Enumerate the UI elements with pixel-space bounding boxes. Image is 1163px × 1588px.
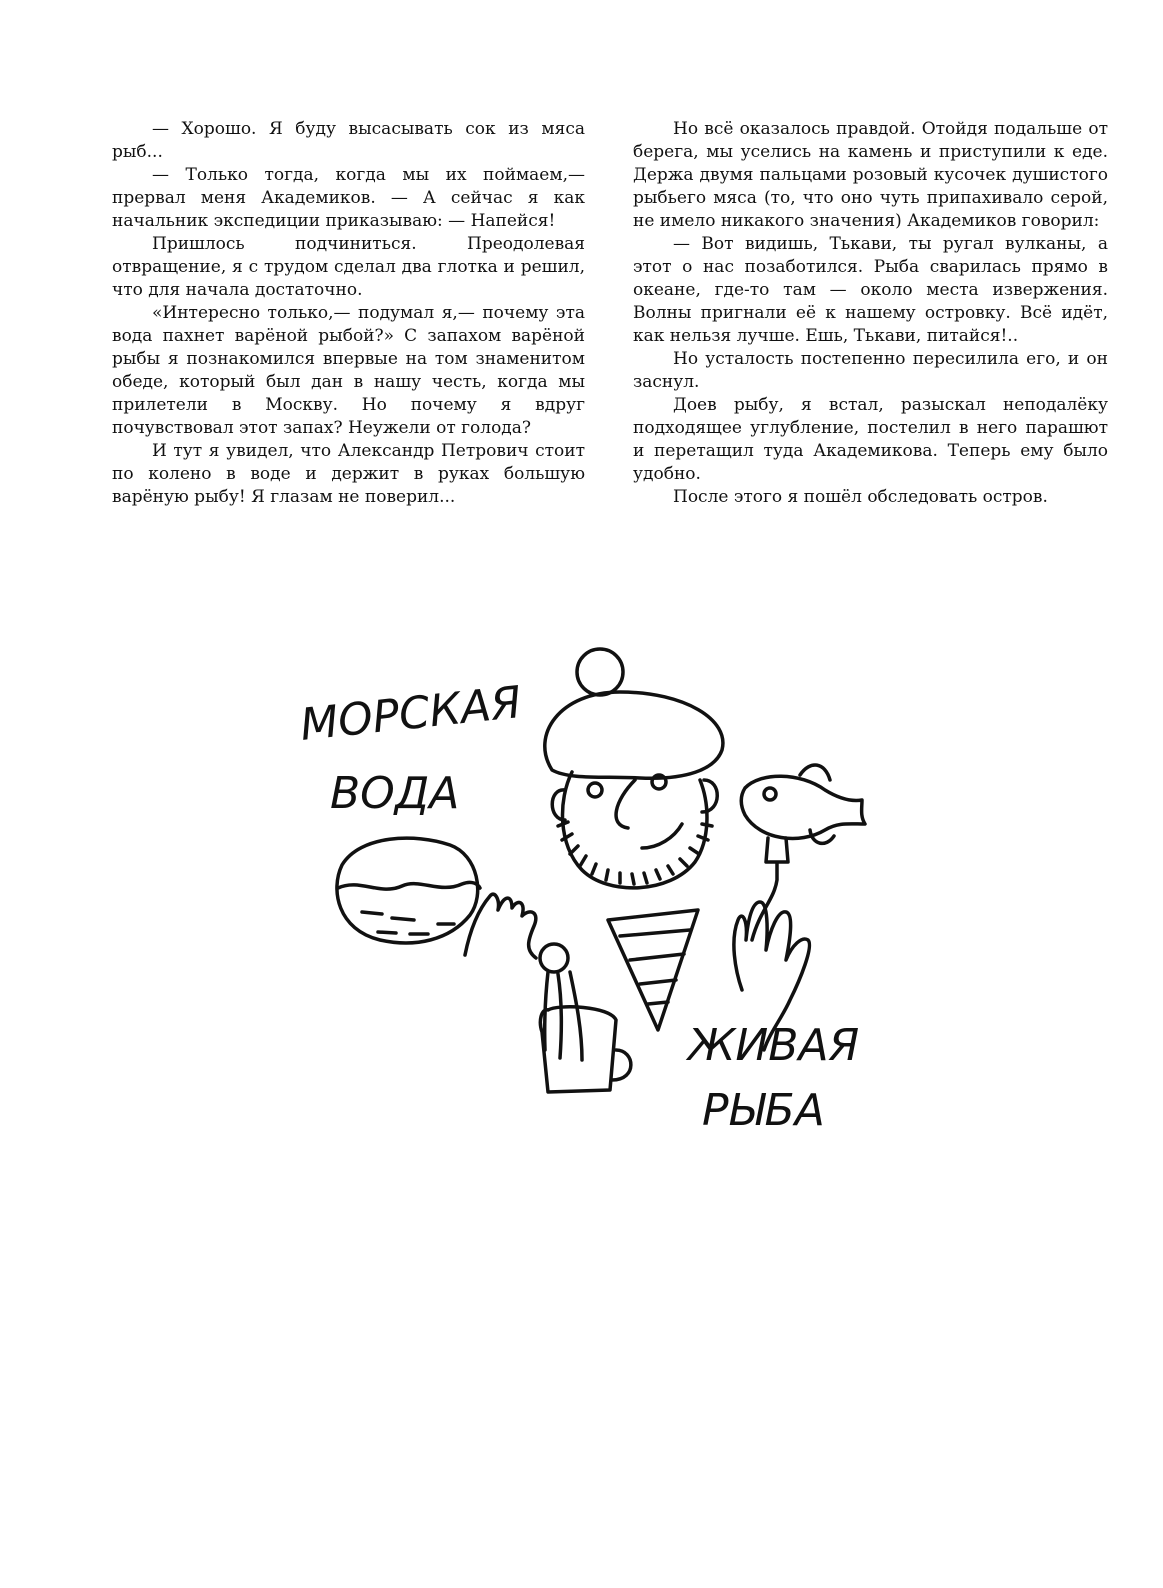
paragraph: — Вот видишь, Тькави, ты ругал вулканы, а этот о нас позаботился. Рыба сварилась прямо в океане, где-то там — около места извержения. Волны пригнали её к нашему островку. Всё идёт, как нельзя лучше. Ешь, Тькави, питайся!.. <box>633 234 1108 346</box>
paragraph: — Хорошо. Я буду высасывать сок из мяса рыб... <box>112 119 585 162</box>
paragraph: После этого я пошёл обследовать остров. <box>673 487 1048 507</box>
face-outline <box>563 772 707 888</box>
caption-sea-water-line1: МОРСКАЯ <box>297 677 524 751</box>
fish-fins <box>800 765 834 843</box>
sailor-drawing <box>290 640 930 1150</box>
paragraph: «Интересно только,— подумал я,— почему эта вода пахнет варёной рыбой?» С запахом варёной рыбы я познакомился впервые на том знаменитом обеде, который был дан в нашу честь, когда мы прилетели в Москву. Но почему я вдруг почувствовал этот запах? Неужели от голода? <box>112 303 585 438</box>
mouth <box>642 824 682 848</box>
paragraph: Пришлось подчиниться. Преодолевая отвращение, я с трудом сделал два глотка и решил, что для начала достаточно. <box>112 234 585 300</box>
water-bowl <box>337 838 478 943</box>
paragraph: Но усталость постепенно пересилила его, и он заснул. <box>633 349 1108 392</box>
caption-live-fish-line2: РЫБА <box>702 1085 825 1136</box>
nose <box>616 780 635 828</box>
beard-stubble <box>558 822 712 884</box>
paragraph: Доев рыбу, я встал, разыскал неподалёку подходящее углубление, постелил в него парашют и перетащил туда Академикова. Теперь ему было удобно. <box>633 395 1108 484</box>
striped-shirt <box>608 910 698 1030</box>
fish-body <box>741 776 865 838</box>
paragraph: — Только тогда, когда мы их поймаем,— прервал меня Академиков. — А сейчас я как начальник экспедиции приказываю: — Напейся! <box>112 165 585 231</box>
right-text-column <box>633 118 1108 509</box>
water-ripples <box>362 912 454 934</box>
sailor-illustration <box>290 640 930 1150</box>
caption-sea-water-line2: ВОДА <box>330 768 460 819</box>
fork <box>752 838 788 940</box>
left-eye <box>588 783 602 797</box>
water-wave <box>338 882 480 889</box>
left-text-column <box>112 118 585 509</box>
fish-eye <box>764 788 776 800</box>
paragraph: И тут я увидел, что Александр Петрович стоит по колено в воде и держит в руках большую варёную рыбу! Я глазам не поверил... <box>112 441 585 507</box>
beret-pompom <box>577 649 623 695</box>
fist <box>540 944 568 972</box>
beret <box>545 692 723 778</box>
cup-handle <box>612 1050 631 1080</box>
pouring-stream <box>545 972 582 1060</box>
caption-live-fish-line1: ЖИВАЯ <box>688 1020 860 1071</box>
paragraph: Но всё оказалось правдой. Отойдя подальше от берега, мы уселись на камень и приступили к еде. Держа двумя пальцами розовый кусочек душистого рыбьего мяса (то, что оно чуть припахивало серой, не имело никакого значения) Академиков говорил: <box>633 119 1108 231</box>
